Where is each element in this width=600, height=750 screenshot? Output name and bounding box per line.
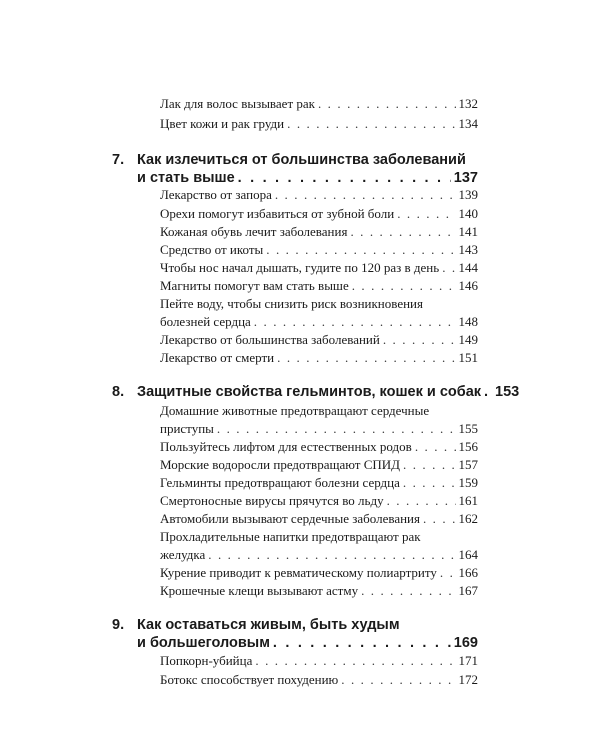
entry-title: Крошечные клещи вызывают астму	[160, 583, 359, 598]
entry-title: Смертоносные вирусы прячутся во льду	[160, 493, 384, 508]
entry-page: 161	[458, 493, 478, 508]
entry-page: 139	[458, 187, 478, 202]
toc-entry	[160, 582, 478, 600]
entry-page: 132	[458, 96, 478, 111]
toc-entry	[160, 456, 478, 474]
entry-page: 166	[458, 565, 478, 580]
entry-title: Морские водоросли предотвращают СПИД	[160, 457, 401, 472]
toc-entry	[160, 223, 478, 241]
dot-leader	[415, 438, 456, 456]
entry-title: Автомобили вызывают сердечные заболевания	[160, 511, 420, 526]
toc-entry	[160, 652, 478, 670]
entry-title: Лекарство от смерти	[160, 350, 275, 365]
entry-title: Магниты помогут вам стать выше	[160, 278, 349, 293]
entry-page: 140	[458, 206, 478, 221]
entry-title: Средство от икоты	[160, 242, 264, 257]
dot-leader	[275, 186, 456, 204]
entry-title: приступы	[160, 421, 214, 436]
entry-title-line: Пейте воду, чтобы снизить риск возникновения	[160, 296, 423, 311]
dot-leader	[217, 420, 456, 438]
entry-title: Кожаная обувь лечит заболевания	[160, 224, 348, 239]
entry-title: Гельминты предотвращают болезни сердца	[160, 475, 400, 490]
entry-title: Чтобы нос начал дышать, гудите по 120 раз в день	[160, 260, 440, 275]
entry-page: 172	[458, 672, 478, 687]
toc-entry	[160, 95, 478, 113]
entry-page: 146	[458, 278, 478, 293]
dot-leader	[266, 241, 455, 259]
dot-leader	[318, 95, 456, 113]
entry-title: Лекарство от большинства заболеваний	[160, 332, 380, 347]
chapter-page: 169	[453, 635, 478, 651]
dot-leader	[254, 313, 456, 331]
toc-entry	[160, 277, 478, 295]
entry-page: 164	[458, 547, 478, 562]
chapter-title: и большеголовым	[137, 635, 270, 651]
entry-page: 141	[458, 224, 478, 239]
chapter-page: 153	[495, 384, 520, 400]
toc-entry	[160, 438, 478, 456]
entry-page: 134	[458, 116, 478, 131]
dot-leader	[255, 652, 455, 670]
chapter-title: Защитные свойства гельминтов, кошек и собак	[137, 384, 482, 400]
entry-page: 171	[458, 653, 478, 668]
entry-title: болезней сердца	[160, 314, 251, 329]
dot-leader	[440, 564, 456, 582]
entry-page: 167	[458, 583, 478, 598]
entry-title: Орехи помогут избавиться от зубной боли	[160, 206, 395, 221]
dot-leader	[361, 582, 455, 600]
dot-leader	[277, 349, 455, 367]
entry-title: Лак для волос вызывает рак	[160, 96, 315, 111]
toc-entry	[160, 349, 478, 367]
toc-entry	[160, 492, 478, 510]
entry-title: Пользуйтесь лифтом для естественных родов	[160, 439, 412, 454]
dot-leader	[341, 671, 455, 689]
toc-entry	[160, 671, 478, 689]
entry-page: 162	[458, 511, 478, 526]
entry-title-line: Домашние животные предотвращают сердечные	[160, 403, 430, 418]
toc-entry	[160, 331, 478, 349]
chapter-number: 7.	[112, 152, 125, 168]
entry-title: Цвет кожи и рак груди	[160, 116, 285, 131]
entry-page: 144	[458, 260, 478, 275]
chapter-number: 9.	[112, 617, 125, 633]
entry-page: 149	[458, 332, 478, 347]
toc-entry	[160, 510, 478, 528]
dot-leader	[387, 492, 456, 510]
entry-page: 159	[458, 475, 478, 490]
chapter-title-line	[137, 168, 478, 188]
toc-entry	[160, 205, 478, 223]
entry-page: 143	[458, 242, 478, 257]
chapter-title: и стать выше	[137, 170, 235, 186]
dot-leader	[273, 633, 451, 653]
chapter-page: 137	[453, 170, 478, 186]
toc-entry	[160, 313, 478, 331]
entry-page: 148	[458, 314, 478, 329]
chapter-title-line	[137, 633, 478, 653]
dot-leader	[484, 382, 492, 402]
entry-title-line: Прохладительные напитки предотвращают рак	[160, 529, 421, 544]
entry-title: Курение приводит к ревматическому полиартриту	[160, 565, 437, 580]
toc-entry	[160, 474, 478, 492]
entry-page: 155	[458, 421, 478, 436]
dot-leader	[423, 510, 456, 528]
entry-page: 157	[458, 457, 478, 472]
dot-leader	[442, 259, 455, 277]
entry-page: 151	[458, 350, 478, 365]
entry-title: Ботокс способствует похудению	[160, 672, 339, 687]
dot-leader	[350, 223, 455, 241]
toc-entry	[160, 564, 478, 582]
toc-entry	[160, 241, 478, 259]
dot-leader	[383, 331, 456, 349]
chapter-title: Как излечиться от большинства заболеваний	[137, 152, 466, 168]
entry-title: Попкорн-убийца	[160, 653, 253, 668]
chapter-title: Как оставаться живым, быть худым	[137, 617, 400, 633]
toc-entry	[160, 186, 478, 204]
entry-title: желудка	[160, 547, 206, 562]
dot-leader	[352, 277, 456, 295]
toc-entry	[160, 115, 478, 133]
dot-leader	[287, 115, 455, 133]
dot-leader	[397, 205, 455, 223]
toc-entry	[160, 546, 478, 564]
toc-entry	[160, 420, 478, 438]
entry-title: Лекарство от запора	[160, 187, 272, 202]
dot-leader	[208, 546, 455, 564]
dot-leader	[403, 474, 456, 492]
dot-leader	[403, 456, 455, 474]
entry-page: 156	[458, 439, 478, 454]
chapter-number: 8.	[112, 384, 125, 400]
chapter-title-line	[137, 382, 520, 402]
toc-entry	[160, 259, 478, 277]
dot-leader	[238, 168, 451, 188]
